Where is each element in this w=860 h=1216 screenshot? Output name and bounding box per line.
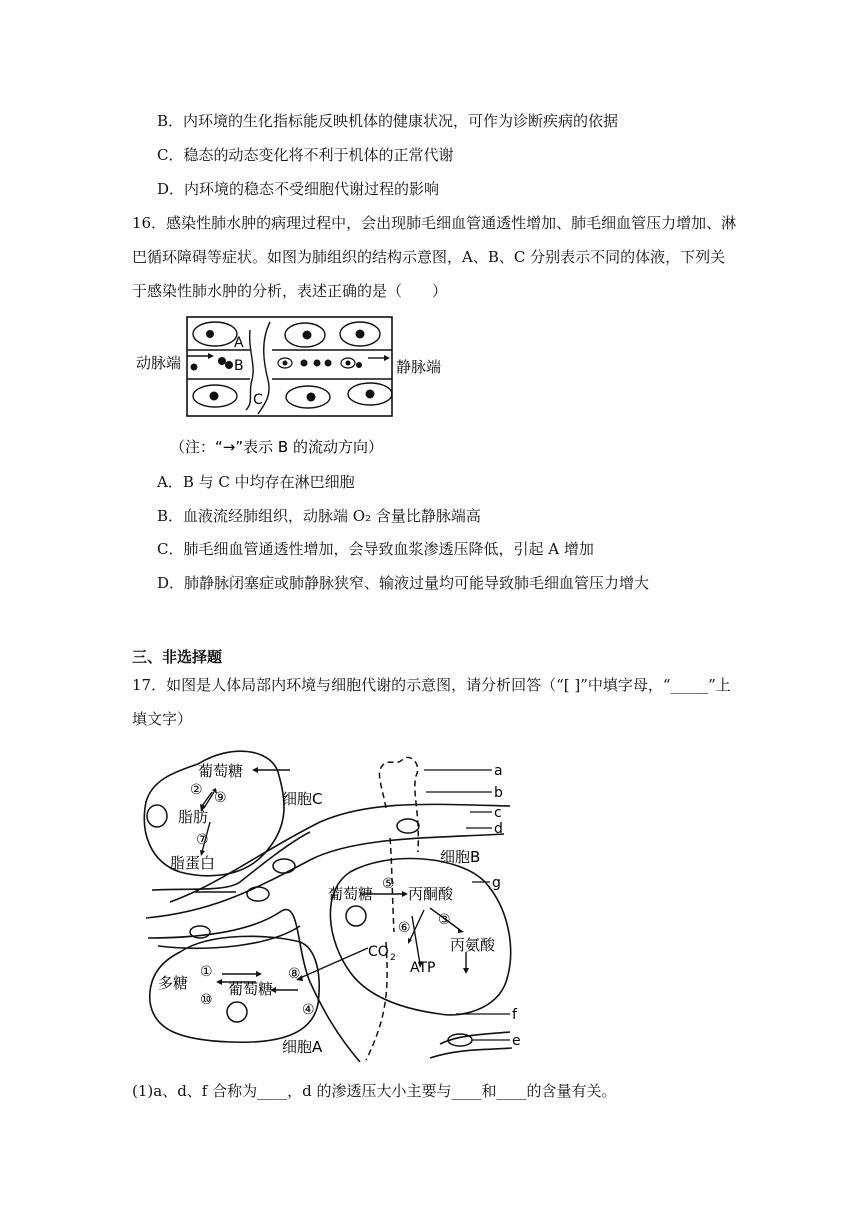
label-d-letter: d (494, 821, 503, 837)
label-c-letter: c (494, 805, 502, 821)
q17-subquestion-1: (1)a、d、f 合称为____，d 的渗透压大小主要与____和____的含量有关。 (132, 1082, 617, 1100)
q16-stem-line2: 巴循环障碍等症状。如图为肺组织的结构示意图，A、B、C 分别表示不同的体液，下列关 (132, 248, 726, 266)
q16-option-d: D．肺静脉闭塞症或肺静脉狭窄、输液过量均可能导致肺毛细血管压力增大 (157, 574, 650, 592)
step-1: ① (200, 964, 213, 980)
cell-c-label: 细胞C (282, 790, 323, 808)
co2-label: CO (368, 944, 389, 960)
lipoprotein-label: 脂蛋白 (170, 854, 216, 872)
step-4: ④ (302, 1002, 315, 1018)
q16-option-c: C．肺毛细血管通透性增加，会导致血浆渗透压降低，引起 A 增加 (157, 540, 594, 558)
step-10: ⑩ (200, 992, 213, 1008)
step-8: ⑧ (288, 966, 301, 982)
q16-stem-line1: 16．感染性肺水肿的病理过程中，会出现肺毛细血管通透性增加、肺毛细血管压力增加、淋 (132, 214, 737, 232)
label-g-letter: g (492, 875, 501, 891)
q16-stem-line3: 于感染性肺水肿的分析，表述正确的是（ ） (132, 282, 448, 300)
step-2: ② (190, 782, 203, 798)
q17-stem-line1: 17．如图是人体局部内环境与细胞代谢的示意图，请分析回答（“[ ]”中填字母，“_____”上 (132, 676, 731, 694)
q16-option-b: B．血液流经肺组织，动脉端 O₂ 含量比静脉端高 (157, 507, 481, 525)
label-b-letter: b (494, 785, 503, 801)
figure-note: （注：“→”表示 B 的流动方向） (170, 438, 383, 456)
step-3: ③ (438, 912, 451, 928)
polysaccharide-label: 多糖 (158, 974, 189, 992)
q17-stem-line2: 填文字） (132, 710, 193, 728)
venous-end-label: 静脉端 (396, 358, 442, 376)
glucose-b-label: 葡萄糖 (328, 885, 374, 903)
step-7: ⑦ (196, 832, 209, 848)
atp-label: ATP (410, 960, 436, 976)
q15-option-d: D．内环境的稳态不受细胞代谢过程的影响 (157, 180, 440, 198)
label-a-letter: a (494, 763, 503, 779)
glucose-a-label: 葡萄糖 (228, 980, 274, 998)
q16-option-a: A．B 与 C 中均存在淋巴细胞 (157, 473, 355, 491)
step-9: ⑨ (214, 790, 227, 806)
fat-label: 脂肪 (178, 808, 209, 826)
cell-b-label: 细胞B (440, 848, 481, 866)
step-6: ⑥ (398, 920, 411, 936)
co2-subscript: 2 (390, 953, 396, 963)
metabolism-figure (140, 742, 540, 1062)
cell-a-label: 细胞A (282, 1038, 323, 1056)
label-f-letter: f (512, 1007, 517, 1023)
glucose-c-label: 葡萄糖 (198, 762, 244, 780)
label-b: B (234, 358, 244, 374)
pyruvate-label: 丙酮酸 (408, 885, 454, 903)
q15-option-c: C．稳态的动态变化将不利于机体的正常代谢 (157, 146, 454, 164)
lung-tissue-figure (130, 310, 470, 460)
label-a: A (234, 335, 244, 351)
label-e-letter: e (512, 1033, 521, 1049)
label-c: C (253, 392, 263, 408)
step-5: ⑤ (382, 876, 395, 892)
q15-option-b: B．内环境的生化指标能反映机体的健康状况，可作为诊断疾病的依据 (157, 112, 619, 130)
arterial-end-label: 动脉端 (136, 354, 182, 372)
section-heading: 三、非选择题 (132, 648, 223, 666)
alanine-label: 丙氨酸 (450, 936, 496, 954)
